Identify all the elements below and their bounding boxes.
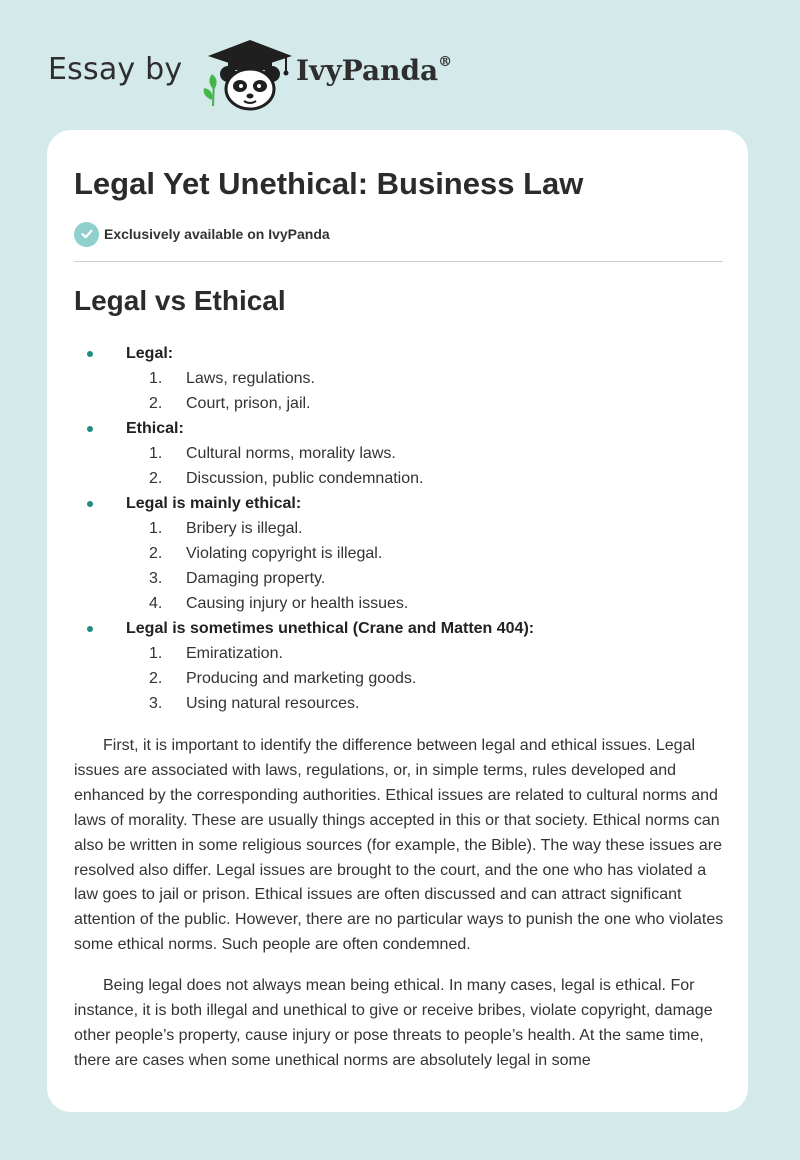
item-text: Producing and marketing goods.	[186, 670, 417, 687]
brand-prefix: Essay by	[48, 52, 183, 87]
bullet-dot-icon	[87, 626, 93, 632]
outline-numbered-item	[47, 518, 748, 543]
item-number: 1.	[149, 370, 163, 387]
outline-bullet	[47, 493, 748, 518]
section-heading: Legal vs Ethical	[74, 285, 286, 316]
brand-name[interactable]: IvyPanda®	[296, 53, 453, 87]
item-number: 2.	[149, 670, 163, 687]
outline-bullet-label: Legal is mainly ethical:	[126, 495, 302, 512]
body-paragraph: First, it is important to identify the difference between legal and ethical issues. Legal issues are associated with laws, regulations, or, in simple terms, rules developed and enhanced by the corresponding authorities. Ethical issues are related to cultural norms and laws of morality. These are usually things accepted in this or that society. Ethical norms can also be written in some religious sources (for example, the Bible). The way these issues are resolved also differ. Legal issues are brought to the court, and the one who has violated a law goes to jail or prison. Ethical issues are often discussed and can attract significant attention of the public. However, there are no particular ways to punish the one who violates some ethical norms. Such people are often condemned.	[74, 737, 724, 954]
divider	[74, 261, 723, 262]
item-text: Violating copyright is illegal.	[186, 545, 383, 562]
outline-bullet-label: Ethical:	[126, 420, 184, 437]
exclusive-badge	[74, 221, 330, 247]
item-number: 2.	[149, 545, 163, 562]
item-text: Causing injury or health issues.	[186, 595, 409, 612]
panda-logo-icon[interactable]	[200, 34, 300, 114]
outline-numbered-item	[47, 693, 748, 718]
item-number: 1.	[149, 445, 163, 462]
item-text: Using natural resources.	[186, 695, 360, 712]
item-number: 4.	[149, 595, 163, 612]
outline-numbered-item	[47, 593, 748, 618]
item-text: Discussion, public condemnation.	[186, 470, 424, 487]
item-number: 2.	[149, 470, 163, 487]
outline-bullet-label: Legal:	[126, 345, 174, 362]
outline-bullet	[47, 618, 748, 643]
outline-bullet	[47, 418, 748, 443]
site-header	[0, 0, 800, 130]
item-text: Damaging property.	[186, 570, 326, 587]
registered-mark: ®	[438, 53, 453, 70]
outline-numbered-item	[47, 368, 748, 393]
outline-numbered-item	[47, 643, 748, 668]
outline-numbered-item	[47, 393, 748, 418]
outline-numbered-item	[47, 468, 748, 493]
item-number: 1.	[149, 645, 163, 662]
item-number: 3.	[149, 695, 163, 712]
item-text: Cultural norms, morality laws.	[186, 445, 396, 462]
item-number: 3.	[149, 570, 163, 587]
outline-numbered-item	[47, 443, 748, 468]
outline-numbered-item	[47, 568, 748, 593]
item-number: 2.	[149, 395, 163, 412]
item-number: 1.	[149, 520, 163, 537]
outline-bullet-label: Legal is sometimes unethical (Crane and Matten 404):	[126, 620, 535, 637]
item-text: Emiratization.	[186, 645, 283, 662]
bullet-dot-icon	[87, 426, 93, 432]
outline-list	[47, 343, 748, 718]
bullet-dot-icon	[87, 501, 93, 507]
outline-numbered-item	[47, 543, 748, 568]
outline-numbered-item	[47, 668, 748, 693]
article-card	[47, 130, 748, 1112]
check-circle-icon	[74, 222, 99, 247]
body-paragraph: Being legal does not always mean being ethical. In many cases, legal is ethical. For instance, it is both illegal and unethical to give or receive bribes, violate copyright, damage other people’s property, cause injury or pose threats to people’s health. At the same time, there are cases when some unethical norms are absolutely legal in some	[74, 977, 713, 1069]
item-text: Laws, regulations.	[186, 370, 315, 387]
item-text: Bribery is illegal.	[186, 520, 303, 537]
outline-bullet	[47, 343, 748, 368]
exclusive-label: Exclusively available on IvyPanda	[104, 226, 330, 242]
article-title: Legal Yet Unethical: Business Law	[74, 166, 584, 201]
item-text: Court, prison, jail.	[186, 395, 311, 412]
bullet-dot-icon	[87, 351, 93, 357]
